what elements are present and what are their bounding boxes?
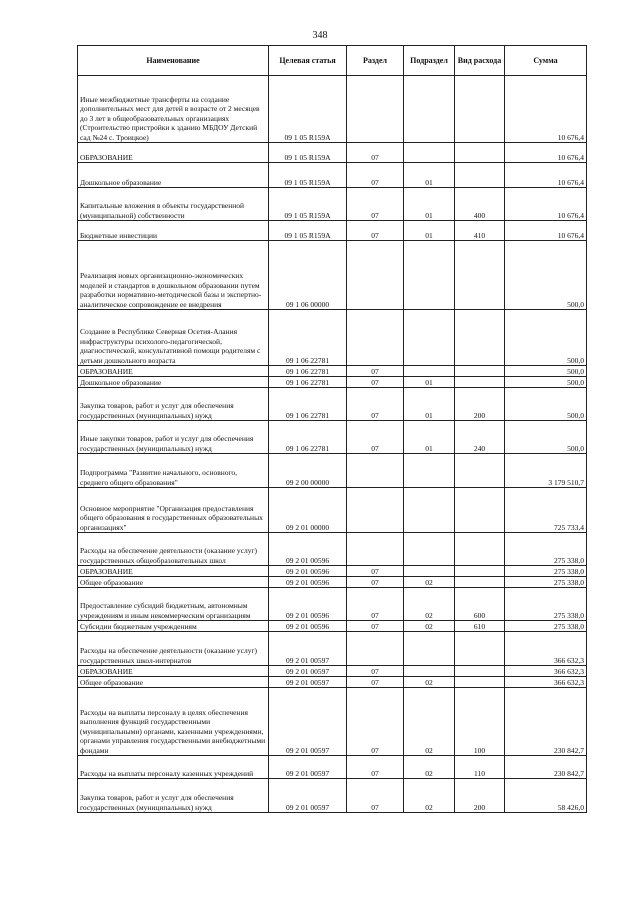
row-sum: 500,0	[505, 366, 587, 377]
row-code: 09 1 05 R159A	[269, 188, 347, 221]
row-sum: 275 338,0	[505, 588, 587, 621]
row-section: 07	[347, 566, 404, 577]
table-row	[78, 163, 587, 188]
row-subsection: 02	[404, 756, 455, 779]
table-row	[78, 188, 587, 221]
table-row	[78, 632, 587, 666]
row-code: 09 2 01 00597	[269, 666, 347, 677]
row-name: ОБРАЗОВАНИЕ	[78, 566, 269, 577]
row-kind	[455, 310, 505, 366]
table-row	[78, 588, 587, 621]
row-code: 09 2 01 00596	[269, 588, 347, 621]
header-code: Целевая статья	[269, 46, 347, 76]
table-row	[78, 366, 587, 377]
row-section	[347, 454, 404, 488]
row-sum: 275 338,0	[505, 577, 587, 588]
row-sum: 3 179 510,7	[505, 454, 587, 488]
row-sum: 10 676,4	[505, 143, 587, 163]
row-subsection	[404, 310, 455, 366]
row-code: 09 2 01 00596	[269, 566, 347, 577]
table-row	[78, 756, 587, 779]
table-row	[78, 677, 587, 688]
row-section: 07	[347, 377, 404, 388]
row-kind	[455, 241, 505, 310]
header-section: Раздел	[347, 46, 404, 76]
row-kind	[455, 577, 505, 588]
table-row	[78, 688, 587, 756]
row-name: ОБРАЗОВАНИЕ	[78, 143, 269, 163]
row-name: Основное мероприятие "Организация предоставления общего образования в государственных образовательных организациях"	[78, 488, 269, 533]
row-name: Субсидии бюджетным учреждениям	[78, 621, 269, 632]
row-name: Подпрограмма "Развитие начального, основного, среднего общего образования"	[78, 454, 269, 488]
row-name: Реализация новых организационно-экономических моделей и стандартов в дошкольном образовании путем разработки нормативно-методической базы и экспертно-аналитическое сопровождение ее внедрения	[78, 241, 269, 310]
row-kind: 610	[455, 621, 505, 632]
row-sum: 10 676,4	[505, 163, 587, 188]
row-sum: 10 676,4	[505, 76, 587, 143]
row-sum: 230 842,7	[505, 688, 587, 756]
row-name: Закупка товаров, работ и услуг для обеспечения государственных (муниципальных) нужд	[78, 388, 269, 421]
row-name: Расходы на обеспечение деятельности (оказание услуг) государственных школ-интернатов	[78, 632, 269, 666]
row-kind	[455, 632, 505, 666]
row-kind: 600	[455, 588, 505, 621]
header-subsection: Подраздел	[404, 46, 455, 76]
budget-table	[77, 45, 587, 813]
row-section: 07	[347, 221, 404, 241]
table-row	[78, 143, 587, 163]
row-subsection: 01	[404, 221, 455, 241]
table-row	[78, 533, 587, 566]
table-row	[78, 241, 587, 310]
row-subsection: 02	[404, 688, 455, 756]
row-subsection: 02	[404, 779, 455, 813]
row-section: 07	[347, 588, 404, 621]
row-name: Дошкольное образование	[78, 163, 269, 188]
row-section: 07	[347, 688, 404, 756]
row-subsection: 01	[404, 188, 455, 221]
row-sum: 366 632,3	[505, 677, 587, 688]
row-code: 09 2 01 00597	[269, 779, 347, 813]
row-subsection	[404, 76, 455, 143]
row-section: 07	[347, 756, 404, 779]
row-kind: 400	[455, 188, 505, 221]
row-kind	[455, 163, 505, 188]
row-section: 07	[347, 621, 404, 632]
row-name: Расходы на выплаты персоналу казенных учреждений	[78, 756, 269, 779]
row-section: 07	[347, 163, 404, 188]
table-row	[78, 454, 587, 488]
row-subsection	[404, 454, 455, 488]
row-section: 07	[347, 666, 404, 677]
row-code: 09 1 06 22781	[269, 366, 347, 377]
row-kind	[455, 666, 505, 677]
row-code: 09 1 06 22781	[269, 388, 347, 421]
row-subsection: 01	[404, 163, 455, 188]
row-section: 07	[347, 577, 404, 588]
row-name: Расходы на обеспечение деятельности (оказание услуг) государственных общеобразовательных школ	[78, 533, 269, 566]
row-sum: 230 842,7	[505, 756, 587, 779]
row-name: Закупка товаров, работ и услуг для обеспечения государственных (муниципальных) нужд	[78, 779, 269, 813]
row-kind	[455, 377, 505, 388]
page-number: 348	[312, 30, 328, 41]
row-sum: 500,0	[505, 310, 587, 366]
row-name: Капитальные вложения в объекты государственной (муниципальной) собственности	[78, 188, 269, 221]
row-kind: 100	[455, 688, 505, 756]
table-row	[78, 566, 587, 577]
table-row	[78, 310, 587, 366]
row-kind	[455, 677, 505, 688]
row-code: 09 1 05 R159A	[269, 163, 347, 188]
row-kind	[455, 143, 505, 163]
row-kind: 200	[455, 388, 505, 421]
table-row	[78, 421, 587, 454]
row-code: 09 2 01 00596	[269, 577, 347, 588]
row-code: 09 2 01 00000	[269, 488, 347, 533]
row-kind	[455, 366, 505, 377]
table-row	[78, 388, 587, 421]
table-row	[78, 779, 587, 813]
row-subsection: 01	[404, 421, 455, 454]
row-code: 09 1 05 R159A	[269, 221, 347, 241]
row-name: Иные межбюджетные трансферты на создание дополнительных мест для детей в возрасте от 2 месяцев до 3 лет в общеобразовательных организациях (Строительство пристройки к зданию МБДОУ Детский сад №24 с. Троицкое)	[78, 76, 269, 143]
row-kind: 110	[455, 756, 505, 779]
row-subsection	[404, 632, 455, 666]
row-code: 09 2 01 00597	[269, 688, 347, 756]
row-subsection	[404, 143, 455, 163]
row-section: 07	[347, 188, 404, 221]
row-code: 09 1 06 22781	[269, 421, 347, 454]
row-sum: 366 632,3	[505, 632, 587, 666]
row-code: 09 2 01 00597	[269, 756, 347, 779]
row-kind: 410	[455, 221, 505, 241]
row-sum: 10 676,4	[505, 188, 587, 221]
row-kind	[455, 566, 505, 577]
row-section	[347, 533, 404, 566]
table-header-row	[78, 46, 587, 76]
row-sum: 366 632,3	[505, 666, 587, 677]
row-section: 07	[347, 366, 404, 377]
row-name: Создание в Республике Северная Осетия-Алания инфраструктуры психолого-педагогической, диагностической, консультативной помощи родителям с детьми дошкольного возраста	[78, 310, 269, 366]
table-row	[78, 621, 587, 632]
row-name: Расходы на выплаты персоналу в целях обеспечения выполнения функций государственными (муниципальными) органами, казенными учреждениями, органами управления государственными внебюджетными фондами	[78, 688, 269, 756]
row-code: 09 2 01 00596	[269, 533, 347, 566]
row-name: Иные закупки товаров, работ и услуг для обеспечения государственных (муниципальных) нужд	[78, 421, 269, 454]
row-subsection: 01	[404, 377, 455, 388]
row-sum: 500,0	[505, 388, 587, 421]
row-code: 09 1 06 00000	[269, 241, 347, 310]
row-code: 09 1 05 R159A	[269, 143, 347, 163]
row-section: 07	[347, 677, 404, 688]
row-sum: 275 338,0	[505, 566, 587, 577]
row-code: 09 1 05 R159A	[269, 76, 347, 143]
row-sum: 500,0	[505, 377, 587, 388]
header-kind: Вид расхода	[455, 46, 505, 76]
row-sum: 500,0	[505, 241, 587, 310]
table-row	[78, 221, 587, 241]
row-section: 07	[347, 143, 404, 163]
row-name: ОБРАЗОВАНИЕ	[78, 666, 269, 677]
row-name: Предоставление субсидий бюджетным, автономным учреждениям и иным некоммерческим организациям	[78, 588, 269, 621]
row-code: 09 2 01 00597	[269, 632, 347, 666]
row-section	[347, 76, 404, 143]
row-subsection	[404, 488, 455, 533]
row-section: 07	[347, 779, 404, 813]
row-code: 09 2 01 00596	[269, 621, 347, 632]
table-row	[78, 577, 587, 588]
row-kind	[455, 488, 505, 533]
row-subsection: 02	[404, 588, 455, 621]
row-subsection	[404, 241, 455, 310]
row-sum: 500,0	[505, 421, 587, 454]
row-name: Бюджетные инвестиции	[78, 221, 269, 241]
row-sum: 10 676,4	[505, 221, 587, 241]
row-kind: 200	[455, 779, 505, 813]
table-row	[78, 666, 587, 677]
row-code: 09 1 06 22781	[269, 377, 347, 388]
row-section	[347, 241, 404, 310]
row-kind: 240	[455, 421, 505, 454]
row-subsection	[404, 533, 455, 566]
row-sum: 725 733,4	[505, 488, 587, 533]
table-row	[78, 377, 587, 388]
row-sum: 275 338,0	[505, 621, 587, 632]
table-row	[78, 488, 587, 533]
row-subsection: 02	[404, 677, 455, 688]
row-subsection	[404, 566, 455, 577]
row-sum: 58 426,0	[505, 779, 587, 813]
row-name: ОБРАЗОВАНИЕ	[78, 366, 269, 377]
row-kind	[455, 533, 505, 566]
row-subsection: 01	[404, 388, 455, 421]
row-code: 09 2 01 00597	[269, 677, 347, 688]
row-kind	[455, 454, 505, 488]
row-kind	[455, 76, 505, 143]
row-section	[347, 310, 404, 366]
row-section	[347, 632, 404, 666]
row-code: 09 1 06 22781	[269, 310, 347, 366]
table-row	[78, 76, 587, 143]
row-section	[347, 488, 404, 533]
row-name: Дошкольное образование	[78, 377, 269, 388]
row-name: Общее образование	[78, 577, 269, 588]
header-sum: Сумма	[505, 46, 587, 76]
row-section: 07	[347, 388, 404, 421]
row-sum: 275 338,0	[505, 533, 587, 566]
row-code: 09 2 00 00000	[269, 454, 347, 488]
row-subsection	[404, 366, 455, 377]
row-subsection: 02	[404, 577, 455, 588]
header-name: Наименование	[78, 46, 269, 76]
row-section: 07	[347, 421, 404, 454]
row-subsection	[404, 666, 455, 677]
row-name: Общее образование	[78, 677, 269, 688]
row-subsection: 02	[404, 621, 455, 632]
